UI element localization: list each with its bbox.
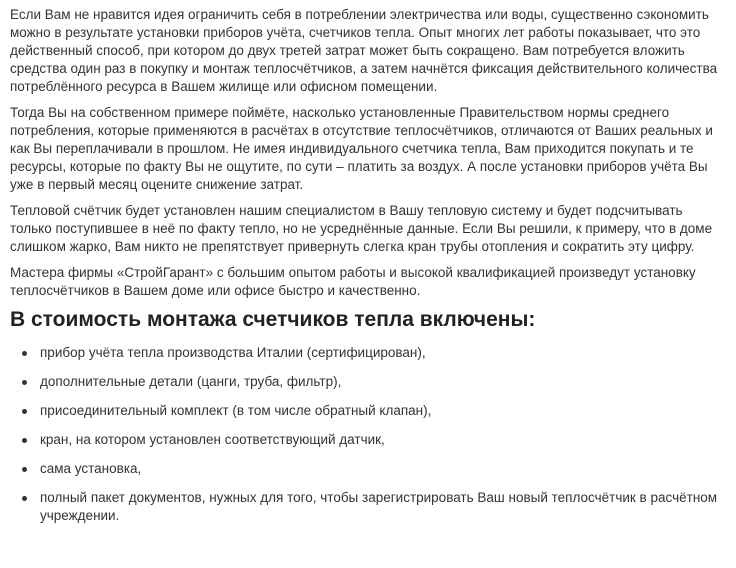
list-item-text: прибор учёта тепла производства Италии (сертифицирован), xyxy=(40,345,426,360)
list-item xyxy=(10,373,724,391)
bullet-icon xyxy=(22,409,27,414)
list-item xyxy=(10,402,724,420)
bullet-icon xyxy=(22,380,27,385)
list-item-text: кран, на котором установлен соответствующий датчик, xyxy=(40,432,385,447)
bullet-icon xyxy=(22,351,27,356)
included-list xyxy=(10,344,724,525)
intro-paragraph: Если Вам не нравится идея ограничить себя в потреблении электричества или воды, существенно сэкономить можно в результате установки приборов учёта, счетчиков тепла. Опыт многих лет работы показывает, что это действенный способ, при котором до двух третей затрат может быть сокращено. Вам потребуется вложить средства один раз в покупку и монтаж теплосчётчиков, а затем начнётся фиксация действительного количества потреблённого ресурса в Вашем жилище или офисном помещении. xyxy=(10,7,718,94)
bullet-icon xyxy=(22,438,27,443)
list-item-text: полный пакет документов, нужных для того, чтобы зарегистрировать Ваш новый теплосчётчик в расчётном учреждении. xyxy=(40,490,718,523)
list-item-text: сама установка, xyxy=(40,461,142,476)
included-heading: В стоимость монтажа счетчиков тепла включены: xyxy=(10,308,536,331)
list-item-text: дополнительные детали (цанги, труба, фильтр), xyxy=(40,374,342,389)
list-item-text: присоединительный комплект (в том числе обратный клапан), xyxy=(40,403,432,418)
list-item xyxy=(10,344,724,362)
bullet-icon xyxy=(22,467,27,472)
list-item xyxy=(10,431,724,449)
bullet-icon xyxy=(22,496,27,501)
list-item xyxy=(10,489,724,525)
installation-paragraph: Тепловой счётчик будет установлен нашим специалистом в Вашу тепловую систему и будет подсчитывать только поступившее в неё по факту тепло, но не усреднённые данные. Если Вы решили, к примеру, что в доме слишком жарко, Вам никто не препятствует привернуть слегка кран трубы отопления и сократить эту цифру. xyxy=(10,203,713,254)
savings-paragraph: Тогда Вы на собственном примере поймёте, насколько установленные Правительством нормы среднего потребления, которые применяются в расчётах в отсутствие теплосчётчиков, отличаются от Ваших реальных и как Вы переплачивали в прошлом. Не имея индивидуального счетчика тепла, Вам приходится покупать и те ресурсы, которые по факту Вы не ощутите, по сути – платить за воздух. А после установки приборов учёта Вы уже в первый месяц оцените снижение затрат. xyxy=(10,105,713,192)
company-paragraph: Мастера фирмы «СтройГарант» с большим опытом работы и высокой квалификацией произведут установку теплосчётчиков в Вашем доме или офисе быстро и качественно. xyxy=(10,265,696,298)
list-item xyxy=(10,460,724,478)
